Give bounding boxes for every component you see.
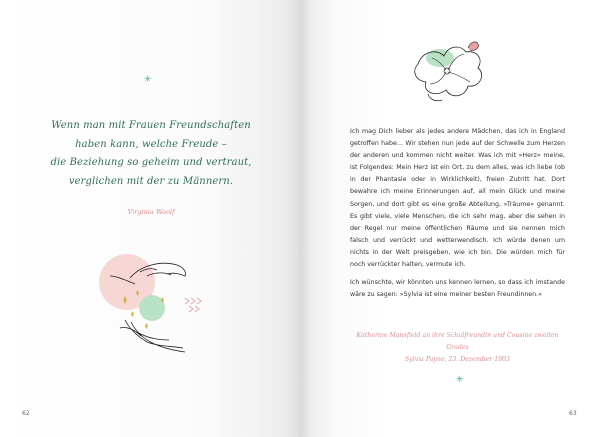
flower-center-icon: [444, 68, 450, 74]
quote-line: Wenn man mit Frauen Freundschaften: [51, 120, 251, 131]
letter-paragraph: Ich mag Dich lieber als jedes andere Mädchen, das ich in England getroffen habe… Wir stehen nun jede auf der Schwelle zum Herzen der anderen und kommen nicht weiter. Was ich mit »Herz« meine, ist Folgendes: Mein Herz ist ein Ort, zu dem alles, was ich liebe (ob in der Phantasie oder in Wirklichkeit), freien Zutritt hat. Dort bewahre ich meine Erinnerungen auf, all mein Glück und meine Sorgen, und dort gibt es eine große Abteilung, »Träume« genannt. Es gibt viele, viele Menschen, die ich sehr mag, aber die sehen in der Regel nur meine öffentlichen Räume und sie nennen mich falsch und verrückt und wetterwendisch. Ich würde denen um nichts in der Welt preisgeben, wie ich bin. Die würden mich für noch verrückter halten, vermute ich.: [350, 128, 565, 269]
stem-icon: [428, 94, 442, 101]
lower-hand-icon: [120, 320, 185, 352]
sparkle-star-icon: ✳: [456, 375, 464, 385]
gold-sparkle-icon: [145, 323, 148, 329]
source-line: Sylvia Payne, 23. Dezember 1903: [404, 356, 510, 363]
quote-block: [22, 117, 280, 191]
letter-paragraph: Ich wünschte, wir könnten uns kennen lernen, so dass ich imstande wäre zu sagen: »Sylvia ist eine meiner besten Freundinnen.«: [350, 279, 565, 299]
page-number-right: 63: [569, 410, 577, 417]
chevron-arrows-icon: [185, 298, 201, 312]
green-leaf-blob-icon: [426, 49, 454, 67]
pink-bud-icon: [468, 42, 478, 51]
quote-line: haben kann, welche Freude –: [75, 138, 227, 150]
letter-body: [350, 126, 565, 307]
sparkle-star-icon: ✳: [144, 75, 152, 85]
quote-author: Virginia Woolf: [127, 208, 175, 216]
green-orb-icon: [139, 295, 165, 321]
quote-line: verglichen mit der zu Männern.: [68, 175, 234, 187]
source-line: Katherine Mansfield an ihre Schulfreundin und Cousine zweiten Grades: [356, 332, 559, 351]
gold-sparkle-icon: [131, 311, 134, 317]
flower-illustration: [408, 34, 490, 106]
page-number-left: 62: [22, 410, 30, 417]
quote-line: die Beziehung so geheim und vertraut,: [50, 157, 252, 168]
hands-with-orb-illustration: [95, 250, 215, 360]
letter-source: [350, 330, 565, 366]
